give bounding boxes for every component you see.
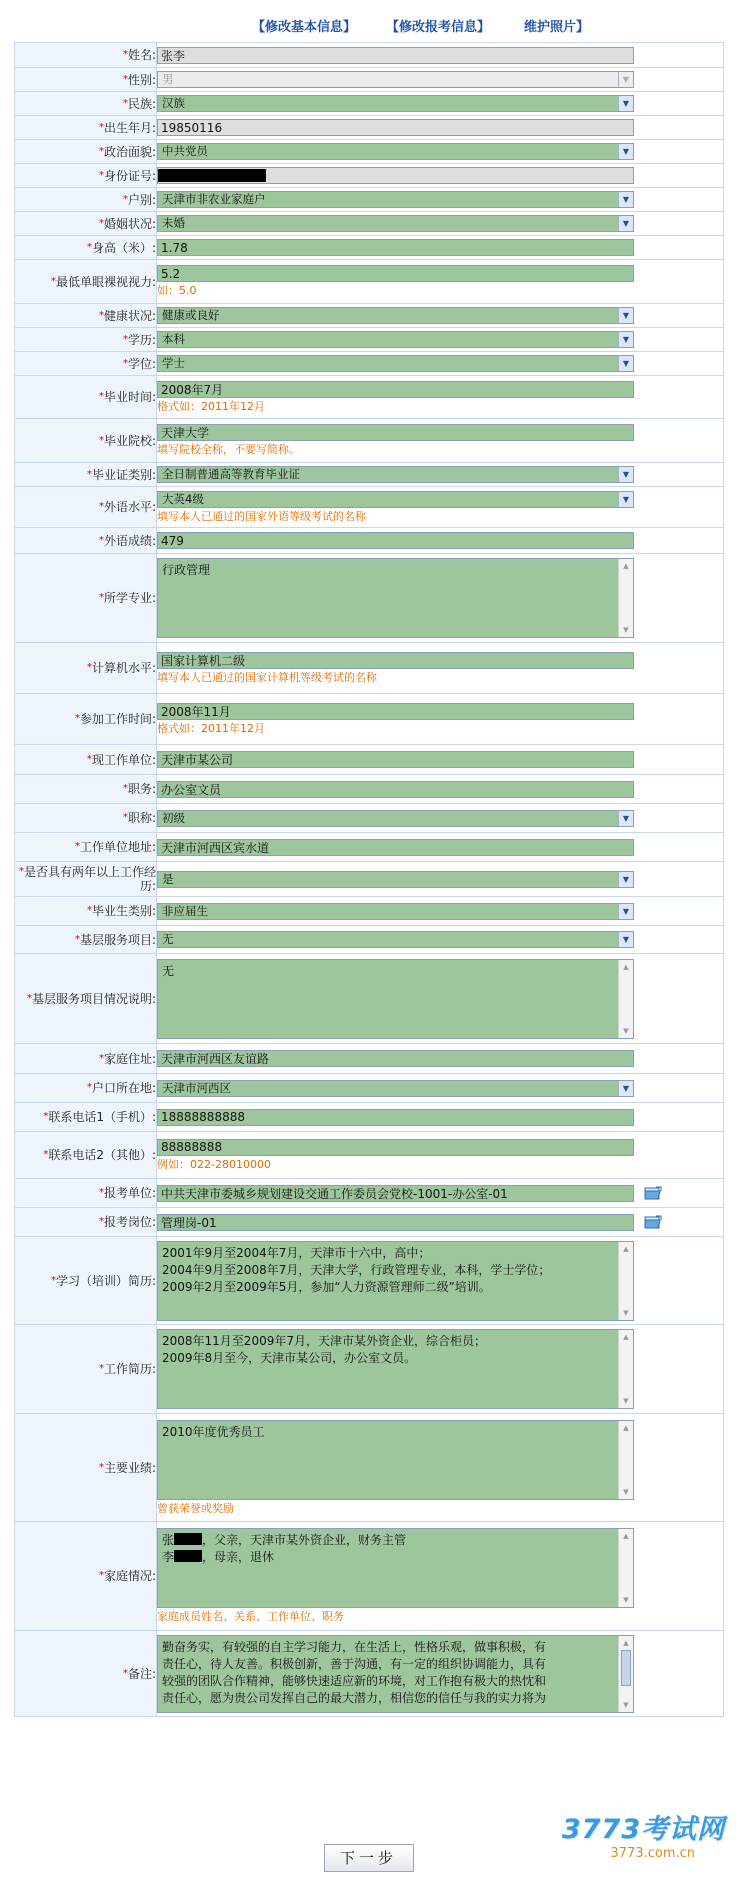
required-mark: * [43, 1111, 49, 1122]
grassroots-desc-value: 无 [162, 963, 175, 978]
apply-post-label: 报考岗位: [103, 1215, 156, 1229]
scroll-down-icon: ▼ [623, 1397, 629, 1405]
form-row-phone1 [15, 1103, 724, 1132]
form-row-apply-post [15, 1208, 724, 1237]
required-mark: * [98, 501, 104, 512]
name-label: 姓名: [127, 48, 156, 62]
remarks-line: 责任心，待人友善。积极创新，善于沟通，有一定的组织协调能力，具有 [162, 1656, 547, 1671]
scrollbar[interactable] [618, 559, 633, 637]
family-member-surname: 李 [162, 1550, 175, 1564]
birth-label: 出生年月: [103, 120, 156, 135]
required-mark: * [122, 812, 128, 823]
scrollbar[interactable] [618, 1330, 633, 1408]
apply-post-input[interactable] [157, 1214, 634, 1231]
title-value: 初级 [162, 810, 185, 825]
family-member-detail: ，母亲，退休 [202, 1550, 275, 1564]
two-years-value: 是 [162, 871, 174, 886]
grad-time-label: 毕业时间: [103, 390, 156, 404]
form-row-degree [15, 352, 724, 376]
chevron-down-icon: ▼ [618, 872, 633, 887]
required-mark: * [122, 1667, 128, 1679]
grassroots-value: 无 [162, 932, 174, 946]
vision-label: 最低单眼裸视视力: [55, 274, 156, 289]
remarks-line: 责任心，愿为贵公司发挥自己的最大潜力，相信您的信任与我的实力将为 [162, 1690, 547, 1705]
employer-addr-label: 工作单位地址: [79, 840, 156, 854]
registration-form [14, 42, 724, 1717]
chevron-down-icon: ▼ [618, 216, 633, 231]
redaction-mask [174, 1533, 202, 1545]
chevron-down-icon: ▼ [618, 144, 633, 159]
required-mark: * [122, 193, 128, 205]
required-mark: * [122, 357, 128, 369]
foreign-lang-select[interactable] [157, 491, 634, 508]
cert-type-value: 全日制普通高等教育毕业证 [162, 467, 300, 481]
required-mark: * [86, 1082, 92, 1093]
vision-input[interactable] [157, 265, 634, 282]
ethnicity-value: 汉族 [162, 96, 185, 110]
form-row-foreign-lang [15, 487, 724, 528]
politics-value: 中共党员 [162, 144, 208, 158]
required-mark: * [98, 534, 104, 546]
grassroots-desc-textarea[interactable] [157, 959, 634, 1039]
study-history-textarea[interactable] [157, 1241, 634, 1321]
form-row-cert-type [15, 463, 724, 487]
required-mark: * [74, 841, 80, 852]
scroll-down-icon: ▼ [623, 626, 629, 634]
apply-unit-input[interactable] [157, 1185, 634, 1202]
marital-label: 婚姻状况: [103, 216, 156, 231]
required-mark: * [18, 866, 24, 877]
scroll-up-icon: ▲ [623, 1333, 629, 1341]
grad-category-label: 毕业生类别: [91, 904, 156, 918]
scroll-up-icon: ▲ [623, 562, 629, 570]
required-mark: * [43, 1149, 49, 1160]
phone2-label: 联系电话2（其他）: [48, 1148, 156, 1162]
cert-type-select[interactable] [157, 466, 634, 483]
form-row-employer [15, 745, 724, 775]
scrollbar[interactable] [618, 960, 633, 1038]
employer-input[interactable] [157, 751, 634, 768]
computer-input[interactable] [157, 652, 634, 669]
form-row-height [15, 236, 724, 260]
grad-school-hint: 填写院校全称，不要写简称。 [157, 443, 300, 456]
apply-unit-label: 报考单位: [103, 1186, 156, 1200]
height-input[interactable] [157, 239, 634, 256]
grad-time-hint: 格式如：2011年12月 [157, 399, 265, 413]
chevron-down-icon: ▼ [618, 332, 633, 347]
required-mark: * [86, 468, 92, 480]
home-addr-input[interactable] [157, 1050, 634, 1067]
chevron-down-icon: ▼ [618, 72, 633, 87]
work-history-label: 工作简历: [103, 1362, 156, 1376]
scroll-up-icon: ▲ [623, 962, 629, 971]
chevron-down-icon: ▼ [618, 96, 633, 111]
position-label: 职务: [127, 782, 156, 796]
health-value: 健康或良好 [162, 308, 220, 322]
form-row-major [15, 554, 724, 643]
form-row-foreign-score [15, 528, 724, 554]
chevron-down-icon: ▼ [618, 356, 633, 371]
grad-category-select[interactable] [157, 903, 634, 920]
home-addr-label: 家庭住址: [103, 1051, 156, 1066]
form-row-home-addr [15, 1044, 724, 1074]
required-mark: * [98, 1570, 104, 1581]
height-label: 身高（米）: [91, 240, 156, 255]
study-history-line: 2009年2月至2009年5月，参加“人力资源管理师二级”培训。 [162, 1279, 491, 1294]
form-row-hukou-loc [15, 1074, 724, 1103]
required-mark: * [50, 1274, 56, 1286]
form-row-education [15, 328, 724, 352]
study-history-line: 2004年9月至2008年7月，天津大学，行政管理专业，本科，学士学位； [162, 1262, 551, 1277]
form-row-employer-addr [15, 833, 724, 862]
phone2-input[interactable] [157, 1139, 634, 1156]
scrollbar[interactable] [618, 1242, 633, 1320]
grassroots-select[interactable] [157, 931, 634, 948]
chevron-down-icon: ▼ [618, 1081, 633, 1096]
foreign-score-label: 外语成绩: [103, 533, 156, 548]
work-start-label: 参加工作时间: [79, 712, 156, 726]
grad-category-value: 非应届生 [162, 903, 208, 918]
major-label: 所学专业: [103, 591, 156, 605]
form-row-family [15, 1522, 724, 1631]
chevron-down-icon: ▼ [618, 467, 633, 482]
scrollbar-thumb[interactable] [621, 1650, 631, 1686]
form-row-name [15, 43, 724, 68]
education-select[interactable] [157, 331, 634, 348]
form-row-achievements [15, 1414, 724, 1522]
required-mark: * [86, 905, 92, 916]
foreign-lang-value: 大英4级 [162, 491, 204, 506]
scroll-up-icon: ▲ [623, 1532, 629, 1540]
scrollbar[interactable] [618, 1421, 633, 1499]
family-textarea[interactable] [157, 1528, 634, 1608]
scroll-up-icon: ▲ [623, 1638, 629, 1647]
required-mark: * [122, 49, 128, 60]
required-mark: * [98, 309, 104, 321]
form-row-grad-time [15, 376, 724, 419]
required-mark: * [122, 333, 128, 345]
form-row-politics [15, 140, 724, 164]
remarks-textarea[interactable] [157, 1635, 634, 1713]
achievements-textarea[interactable] [157, 1420, 634, 1500]
vision-hint: 如：5.0 [157, 284, 197, 297]
foreign-lang-label: 外语水平: [103, 500, 156, 514]
ethnicity-label: 民族: [127, 96, 156, 111]
site-watermark [547, 1814, 725, 1872]
form-row-position [15, 775, 724, 804]
scroll-down-icon: ▼ [623, 1700, 629, 1709]
form-row-title [15, 804, 724, 833]
hukou-loc-select[interactable] [157, 1080, 634, 1097]
form-row-apply-unit [15, 1179, 724, 1208]
required-mark: * [26, 992, 32, 1004]
degree-label: 学位: [127, 356, 156, 371]
family-member-line [162, 1549, 615, 1566]
edit-basic-info-link[interactable]: 【修改基本信息】 [252, 20, 357, 35]
title-select[interactable] [157, 810, 634, 827]
grad-school-label: 毕业院校: [103, 433, 156, 448]
politics-label: 政治面貌: [103, 144, 156, 159]
family-member-line [162, 1532, 615, 1549]
form-row-vision [15, 260, 724, 304]
name-input[interactable] [157, 47, 634, 64]
health-select[interactable] [157, 307, 634, 324]
form-row-study-history [15, 1237, 724, 1325]
foreign-lang-hint: 填写本人已通过的国家外语等级考试的名称 [157, 509, 366, 523]
form-row-phone2 [15, 1132, 724, 1179]
form-row-two-years [15, 862, 724, 897]
remarks-label: 备注: [127, 1666, 156, 1681]
required-mark: * [50, 275, 56, 287]
gender-select[interactable] [157, 71, 634, 88]
cert-type-label: 毕业证类别: [91, 467, 156, 482]
required-mark: * [86, 753, 92, 765]
birth-input[interactable] [157, 119, 634, 136]
form-row-health [15, 304, 724, 328]
hukou-type-label: 户别: [127, 192, 156, 207]
chevron-down-icon: ▼ [618, 811, 633, 826]
phone1-input[interactable] [157, 1109, 634, 1126]
chevron-down-icon: ▼ [618, 192, 633, 207]
chevron-down-icon: ▼ [618, 492, 633, 507]
required-mark: * [74, 713, 80, 724]
form-row-gender [15, 68, 724, 92]
scroll-down-icon: ▼ [623, 1308, 629, 1317]
family-hint: 家庭成员姓名、关系、工作单位、职务 [157, 1610, 344, 1623]
scroll-up-icon: ▲ [623, 1244, 629, 1253]
major-textarea[interactable] [157, 558, 634, 638]
study-history-line: 2001年9月至2004年7月，天津市十六中，高中； [162, 1245, 431, 1260]
employer-label: 现工作单位: [91, 752, 156, 767]
marital-value: 未婚 [162, 216, 185, 230]
grassroots-label: 基层服务项目: [79, 932, 156, 947]
scrollbar[interactable] [618, 1636, 633, 1712]
work-history-line: 2008年11月至2009年7月，天津市某外资企业，综合柜员； [162, 1334, 486, 1348]
required-mark: * [98, 1052, 104, 1064]
grad-time-input[interactable] [157, 381, 634, 398]
watermark-url: 3773.com.cn [610, 1846, 695, 1861]
education-value: 本科 [162, 332, 185, 346]
work-history-textarea[interactable] [157, 1329, 634, 1409]
required-mark: * [98, 1216, 104, 1227]
scrollbar[interactable] [618, 1529, 633, 1607]
degree-select[interactable] [157, 355, 634, 372]
form-row-work-history [15, 1325, 724, 1414]
ethnicity-select[interactable] [157, 95, 634, 112]
required-mark: * [98, 169, 104, 181]
computer-hint: 填写本人已通过的国家计算机等级考试的名称 [157, 670, 377, 684]
required-mark: * [98, 1363, 104, 1374]
required-mark: * [98, 1187, 104, 1198]
work-start-input[interactable] [157, 703, 634, 720]
scroll-down-icon: ▼ [623, 1596, 629, 1604]
maintain-photo-link[interactable]: 维护照片】 [524, 20, 590, 35]
computer-label: 计算机水平: [91, 661, 156, 675]
hukou-loc-label: 户口所在地: [91, 1081, 156, 1095]
required-mark: * [98, 391, 104, 402]
marital-select[interactable] [157, 215, 634, 232]
gender-label: 性别: [127, 72, 156, 87]
required-mark: * [98, 121, 104, 133]
required-mark: * [74, 933, 80, 945]
education-label: 学历: [127, 332, 156, 347]
scroll-down-icon: ▼ [623, 1026, 629, 1035]
remarks-line: 勤奋务实，有较强的自主学习能力，在生活上，性格乐观，做事积极，有 [162, 1639, 547, 1654]
form-row-remarks [15, 1631, 724, 1717]
required-mark: * [86, 241, 92, 253]
achievements-value: 2010年度优秀员工 [162, 1424, 265, 1439]
employer-addr-input[interactable] [157, 839, 634, 856]
achievements-hint: 曾获荣誉或奖励 [157, 1501, 234, 1515]
study-history-label: 学习（培训）简历: [55, 1273, 156, 1288]
required-mark: * [122, 783, 128, 794]
form-row-grad-category [15, 897, 724, 926]
two-years-select[interactable] [157, 871, 634, 888]
form-row-hukou-type [15, 188, 724, 212]
id-number-input[interactable] [157, 167, 634, 184]
remarks-line: 较强的团队合作精神，能够快速适应新的环境，对工作抱有极大的热忱和 [162, 1673, 547, 1688]
achievements-label: 主要业绩: [103, 1460, 156, 1475]
family-member-surname: 张 [162, 1533, 175, 1547]
edit-exam-info-link[interactable]: 【修改报考信息】 [386, 20, 491, 35]
next-step-button[interactable]: 下一步 [324, 1844, 414, 1872]
form-row-computer [15, 643, 724, 694]
grad-school-input[interactable] [157, 424, 634, 441]
form-row-birth [15, 116, 724, 140]
family-label: 家庭情况: [103, 1569, 156, 1583]
redaction-mask [158, 169, 266, 182]
scroll-up-icon: ▲ [623, 1423, 629, 1432]
family-member-detail: ，父亲，天津市某外资企业，财务主管 [202, 1533, 407, 1547]
required-mark: * [98, 145, 104, 157]
form-row-grassroots-desc [15, 954, 724, 1044]
required-mark: * [122, 73, 128, 85]
grassroots-desc-label: 基层服务项目情况说明: [31, 991, 156, 1006]
watermark-logo: 3773考试网 [561, 1814, 725, 1845]
required-mark: * [98, 434, 104, 446]
hukou-loc-value: 天津市河西区 [162, 1080, 231, 1095]
gender-value: 男 [162, 72, 174, 86]
scroll-down-icon: ▼ [623, 1487, 629, 1496]
redaction-mask [174, 1550, 202, 1562]
health-label: 健康状况: [103, 308, 156, 323]
id-number-label: 身份证号: [103, 168, 156, 183]
required-mark: * [86, 662, 92, 673]
folder-open-icon[interactable] [644, 1186, 662, 1200]
chevron-down-icon: ▼ [618, 308, 633, 323]
foreign-score-input[interactable] [157, 532, 634, 549]
chevron-down-icon: ▼ [618, 932, 633, 947]
form-row-grassroots [15, 926, 724, 954]
title-label: 职称: [127, 811, 156, 825]
phone1-label: 联系电话1（手机）: [48, 1110, 156, 1124]
form-row-grad-school [15, 419, 724, 463]
work-start-hint: 格式如：2011年12月 [157, 721, 265, 735]
phone2-hint: 例如：022-28010000 [157, 1157, 271, 1171]
required-mark: * [98, 217, 104, 229]
chevron-down-icon: ▼ [618, 904, 633, 919]
hukou-type-value: 天津市非农业家庭户 [162, 192, 266, 206]
two-years-label: 是否具有两年以上工作经历: [23, 865, 156, 893]
form-row-ethnicity [15, 92, 724, 116]
required-mark: * [98, 592, 104, 603]
position-input[interactable] [157, 781, 634, 798]
top-links [0, 0, 737, 42]
required-mark: * [98, 1461, 104, 1473]
hukou-type-select[interactable] [157, 191, 634, 208]
degree-value: 学士 [162, 356, 185, 370]
politics-select[interactable] [157, 143, 634, 160]
major-value: 行政管理 [162, 563, 211, 577]
form-row-id-number [15, 164, 724, 188]
form-row-work-start [15, 694, 724, 745]
required-mark: * [122, 97, 128, 109]
work-history-line: 2009年8月至今，天津市某公司，办公室文员。 [162, 1351, 417, 1365]
folder-open-icon[interactable] [644, 1215, 662, 1229]
form-row-marital [15, 212, 724, 236]
